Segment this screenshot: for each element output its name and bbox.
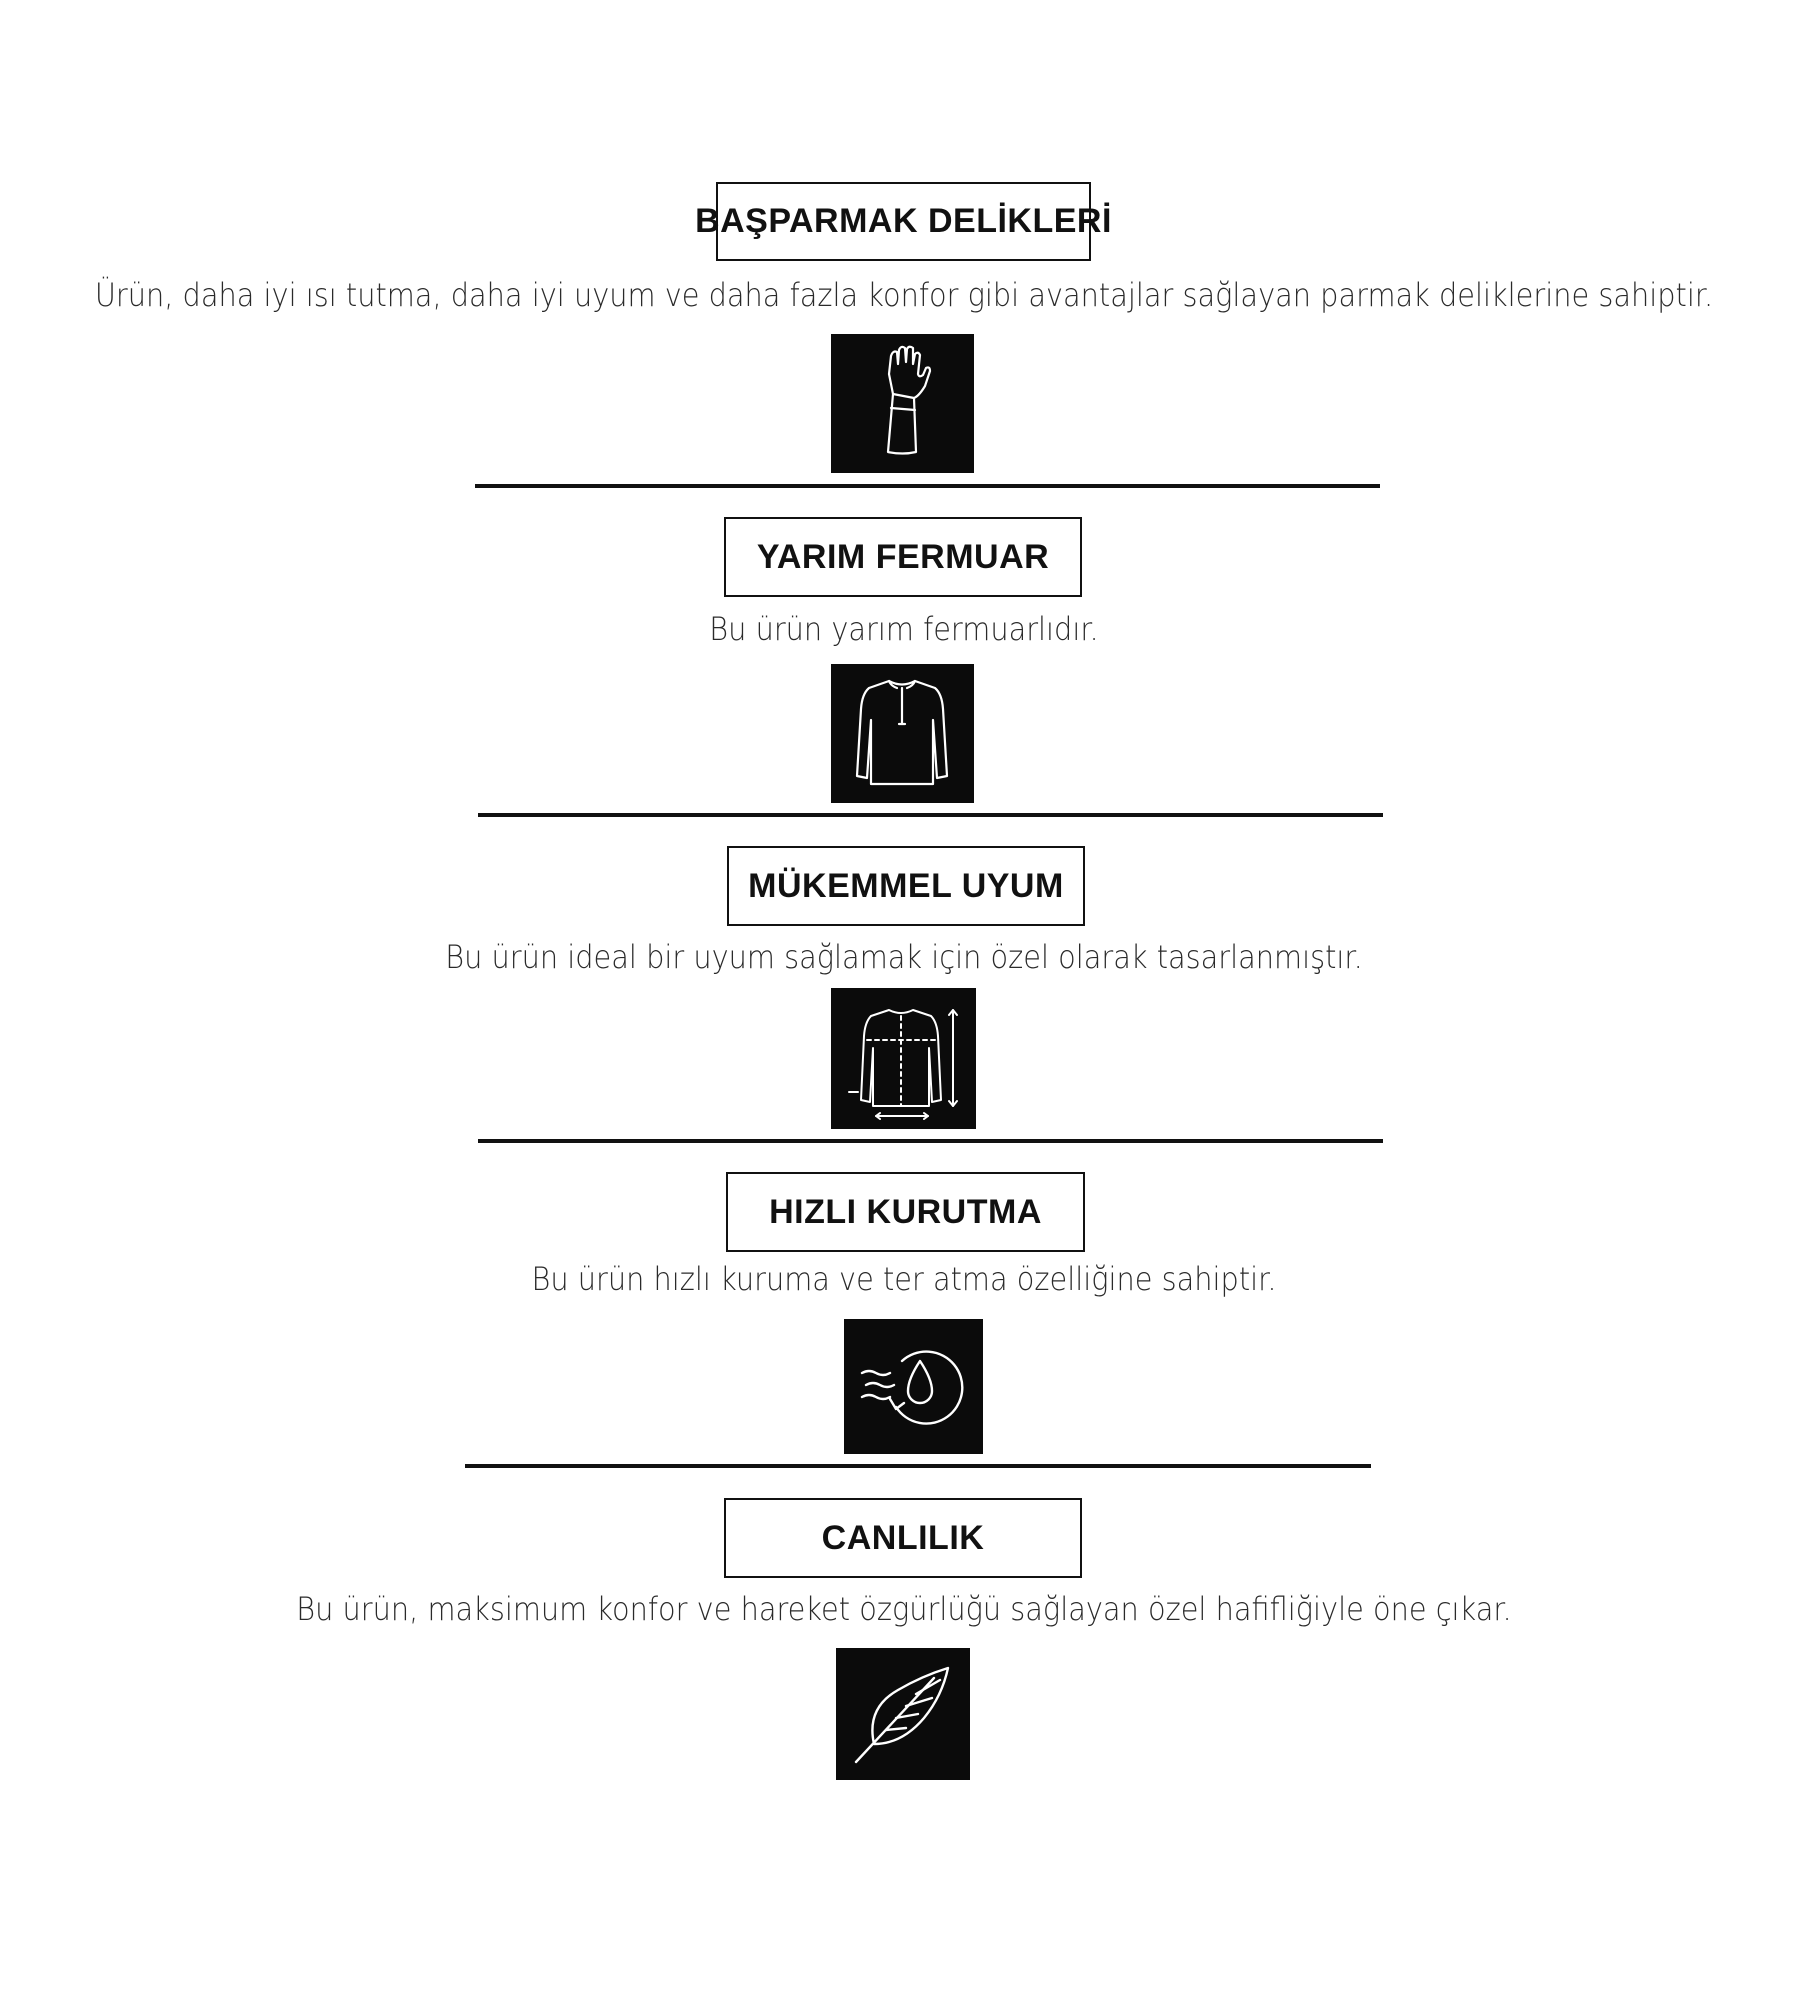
divider [475, 484, 1380, 488]
divider [478, 1139, 1383, 1143]
divider [465, 1464, 1371, 1468]
feature-description: Bu ürün hızlı kuruma ve ter atma özelliğine sahiptir. [531, 1260, 1277, 1298]
feature-description: Bu ürün, maksimum konfor ve hareket özgürlüğü sağlayan özel hafifliğiyle öne çıkar. [296, 1590, 1512, 1628]
thumb-hole-glove-icon [831, 334, 974, 473]
feature-title: CANLILIK [724, 1498, 1082, 1578]
feature-description: Ürün, daha iyi ısı tutma, daha iyi uyum ve daha fazla konfor gibi avantajlar sağlayan parmak deliklerine sahiptir. [94, 276, 1714, 314]
feature-title: MÜKEMMEL UYUM [727, 846, 1085, 926]
half-zip-shirt-icon [831, 664, 974, 803]
fit-measurement-shirt-icon [831, 988, 976, 1129]
feature-title: BAŞPARMAK DELİKLERİ [716, 182, 1091, 261]
divider [478, 813, 1383, 817]
feature-title: YARIM FERMUAR [724, 517, 1082, 597]
quick-dry-drop-icon [844, 1319, 983, 1454]
feature-title: HIZLI KURUTMA [726, 1172, 1085, 1252]
feature-description: Bu ürün yarım fermuarlıdır. [709, 610, 1099, 648]
feature-description: Bu ürün ideal bir uyum sağlamak için özel olarak tasarlanmıştır. [445, 938, 1363, 976]
feature-icon [836, 1648, 970, 1780]
feather-icon [836, 1648, 970, 1780]
